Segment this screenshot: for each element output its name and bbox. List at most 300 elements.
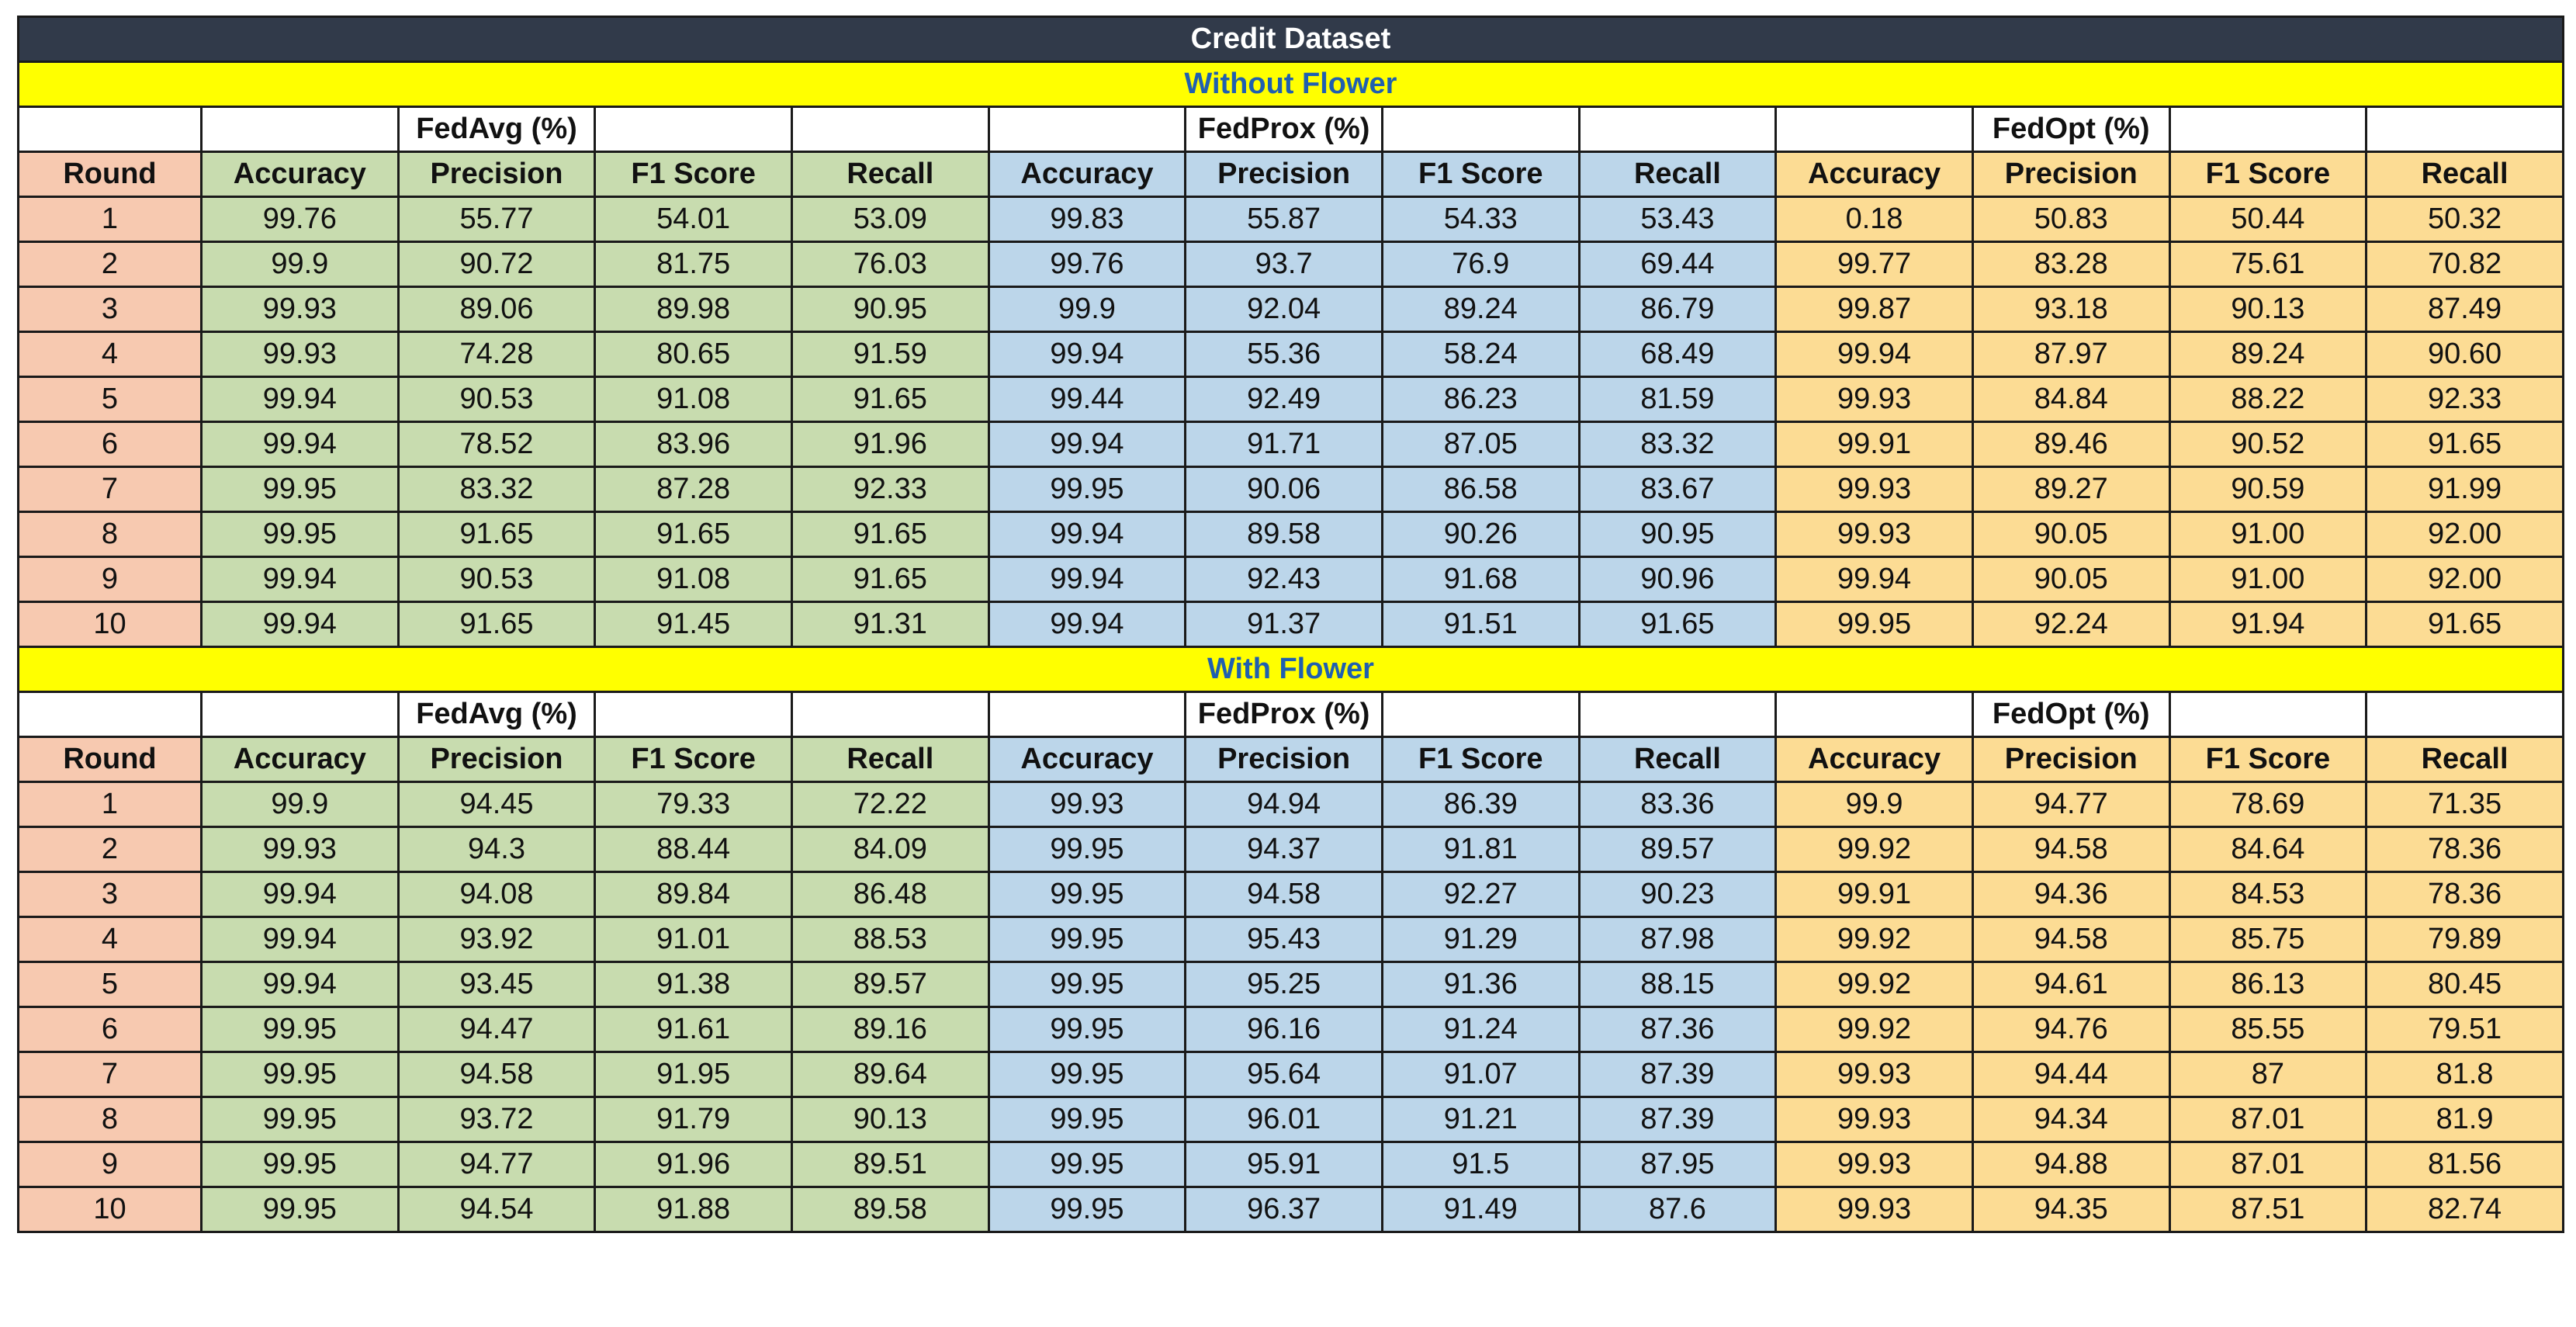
column-header: Round <box>19 152 202 197</box>
round-cell: 1 <box>19 782 202 827</box>
column-header: Recall <box>2367 737 2564 782</box>
column-header: Recall <box>791 737 989 782</box>
metric-cell: 86.79 <box>1579 287 1776 332</box>
metric-cell: 91.81 <box>1382 827 1579 872</box>
metric-cell: 99.76 <box>989 242 1186 287</box>
blank-cell <box>2367 107 2564 152</box>
metric-cell: 96.16 <box>1186 1007 1383 1052</box>
metric-cell: 94.94 <box>1186 782 1383 827</box>
table-row <box>19 1142 2564 1187</box>
metric-cell: 99.92 <box>1776 917 1973 962</box>
metric-cell: 91.68 <box>1382 557 1579 602</box>
metric-cell: 99.44 <box>989 377 1186 422</box>
metric-cell: 99.9 <box>1776 782 1973 827</box>
metric-cell: 85.55 <box>2169 1007 2367 1052</box>
metric-cell: 90.72 <box>398 242 595 287</box>
round-cell: 2 <box>19 827 202 872</box>
metric-cell: 99.94 <box>202 917 399 962</box>
metric-cell: 91.08 <box>595 557 792 602</box>
metric-cell: 81.56 <box>2367 1142 2564 1187</box>
metric-cell: 99.93 <box>1776 1097 1973 1142</box>
metric-cell: 91.5 <box>1382 1142 1579 1187</box>
metric-cell: 76.9 <box>1382 242 1579 287</box>
blank-cell <box>1776 107 1973 152</box>
metric-cell: 85.75 <box>2169 917 2367 962</box>
metric-cell: 92.00 <box>2367 512 2564 557</box>
round-cell: 5 <box>19 962 202 1007</box>
metric-cell: 99.94 <box>989 602 1186 647</box>
column-header: F1 Score <box>595 152 792 197</box>
metric-cell: 95.43 <box>1186 917 1383 962</box>
round-cell: 6 <box>19 1007 202 1052</box>
metric-cell: 88.44 <box>595 827 792 872</box>
metric-cell: 91.21 <box>1382 1097 1579 1142</box>
metric-cell: 99.94 <box>1776 332 1973 377</box>
metric-cell: 99.94 <box>202 422 399 467</box>
metric-cell: 99.95 <box>989 872 1186 917</box>
metric-cell: 91.29 <box>1382 917 1579 962</box>
table-row <box>19 332 2564 377</box>
blank-cell <box>1382 692 1579 737</box>
column-header: Precision <box>1186 152 1383 197</box>
metric-cell: 79.51 <box>2367 1007 2564 1052</box>
table-row <box>19 377 2564 422</box>
group-label: FedProx (%) <box>1186 107 1383 152</box>
metric-cell: 99.94 <box>989 557 1186 602</box>
metric-cell: 91.88 <box>595 1187 792 1232</box>
metric-cell: 54.01 <box>595 197 792 242</box>
metric-cell: 99.93 <box>1776 1187 1973 1232</box>
metric-cell: 50.32 <box>2367 197 2564 242</box>
metric-cell: 99.95 <box>989 1007 1186 1052</box>
metric-cell: 87.36 <box>1579 1007 1776 1052</box>
metric-cell: 88.53 <box>791 917 989 962</box>
metric-cell: 89.46 <box>1972 422 2169 467</box>
metric-cell: 91.65 <box>1579 602 1776 647</box>
metric-cell: 94.58 <box>1972 917 2169 962</box>
metric-cell: 94.34 <box>1972 1097 2169 1142</box>
metric-cell: 87.6 <box>1579 1187 1776 1232</box>
metric-cell: 54.33 <box>1382 197 1579 242</box>
metric-cell: 87.98 <box>1579 917 1776 962</box>
column-header: Accuracy <box>202 152 399 197</box>
blank-cell <box>19 107 202 152</box>
metric-cell: 90.13 <box>2169 287 2367 332</box>
metric-cell: 95.91 <box>1186 1142 1383 1187</box>
metric-cell: 83.32 <box>398 467 595 512</box>
metric-cell: 91.94 <box>2169 602 2367 647</box>
section-row <box>19 647 2564 692</box>
table-row <box>19 782 2564 827</box>
metric-cell: 91.65 <box>791 377 989 422</box>
round-cell: 2 <box>19 242 202 287</box>
round-cell: 10 <box>19 1187 202 1232</box>
metric-cell: 96.01 <box>1186 1097 1383 1142</box>
metric-cell: 90.52 <box>2169 422 2367 467</box>
column-header: Recall <box>1579 152 1776 197</box>
metric-cell: 99.92 <box>1776 962 1973 1007</box>
metric-cell: 99.94 <box>989 512 1186 557</box>
metric-cell: 93.72 <box>398 1097 595 1142</box>
metric-cell: 99.95 <box>202 467 399 512</box>
metric-cell: 74.28 <box>398 332 595 377</box>
metric-cell: 99.95 <box>202 1007 399 1052</box>
metric-cell: 92.24 <box>1972 602 2169 647</box>
metric-cell: 99.91 <box>1776 872 1973 917</box>
column-header: Accuracy <box>202 737 399 782</box>
metric-cell: 94.45 <box>398 782 595 827</box>
metric-cell: 93.92 <box>398 917 595 962</box>
metric-cell: 94.77 <box>398 1142 595 1187</box>
metric-cell: 87.01 <box>2169 1142 2367 1187</box>
metric-cell: 91.71 <box>1186 422 1383 467</box>
metric-cell: 99.94 <box>989 332 1186 377</box>
column-header: F1 Score <box>2169 152 2367 197</box>
metric-cell: 99.95 <box>989 1097 1186 1142</box>
table-row <box>19 1052 2564 1097</box>
metric-cell: 91.65 <box>791 512 989 557</box>
metric-cell: 94.58 <box>398 1052 595 1097</box>
metric-cell: 94.3 <box>398 827 595 872</box>
metric-cell: 99.93 <box>989 782 1186 827</box>
metric-cell: 91.79 <box>595 1097 792 1142</box>
metric-cell: 92.27 <box>1382 872 1579 917</box>
metric-cell: 76.03 <box>791 242 989 287</box>
blank-cell <box>595 107 792 152</box>
metric-cell: 83.36 <box>1579 782 1776 827</box>
metric-cell: 50.83 <box>1972 197 2169 242</box>
metric-cell: 91.00 <box>2169 512 2367 557</box>
round-cell: 8 <box>19 512 202 557</box>
metric-cell: 91.65 <box>2367 602 2564 647</box>
metric-cell: 99.94 <box>202 602 399 647</box>
round-cell: 4 <box>19 332 202 377</box>
column-header: F1 Score <box>2169 737 2367 782</box>
metric-cell: 99.77 <box>1776 242 1973 287</box>
round-cell: 10 <box>19 602 202 647</box>
metric-cell: 93.18 <box>1972 287 2169 332</box>
table-row <box>19 467 2564 512</box>
metric-cell: 92.33 <box>791 467 989 512</box>
metric-cell: 91.65 <box>595 512 792 557</box>
metric-cell: 93.7 <box>1186 242 1383 287</box>
metric-cell: 91.00 <box>2169 557 2367 602</box>
metric-cell: 88.15 <box>1579 962 1776 1007</box>
metric-cell: 93.45 <box>398 962 595 1007</box>
metric-cell: 50.44 <box>2169 197 2367 242</box>
group-label: FedOpt (%) <box>1972 692 2169 737</box>
table-row <box>19 602 2564 647</box>
column-header-row <box>19 737 2564 782</box>
metric-cell: 82.74 <box>2367 1187 2564 1232</box>
metric-cell: 89.24 <box>2169 332 2367 377</box>
metric-cell: 86.39 <box>1382 782 1579 827</box>
metric-cell: 94.08 <box>398 872 595 917</box>
metric-cell: 55.87 <box>1186 197 1383 242</box>
table-row <box>19 1097 2564 1142</box>
round-cell: 6 <box>19 422 202 467</box>
metric-cell: 90.60 <box>2367 332 2564 377</box>
table-row <box>19 962 2564 1007</box>
column-header: Precision <box>1186 737 1383 782</box>
blank-cell <box>2169 692 2367 737</box>
results-table-container <box>17 16 2562 1233</box>
metric-cell: 94.44 <box>1972 1052 2169 1097</box>
blank-cell <box>19 692 202 737</box>
metric-cell: 99.93 <box>1776 377 1973 422</box>
metric-cell: 86.48 <box>791 872 989 917</box>
metric-cell: 99.95 <box>202 1097 399 1142</box>
table-row <box>19 872 2564 917</box>
metric-cell: 99.92 <box>1776 827 1973 872</box>
metric-cell: 94.36 <box>1972 872 2169 917</box>
metric-cell: 84.09 <box>791 827 989 872</box>
metric-cell: 91.99 <box>2367 467 2564 512</box>
metric-cell: 94.58 <box>1186 872 1383 917</box>
metric-cell: 58.24 <box>1382 332 1579 377</box>
metric-cell: 79.89 <box>2367 917 2564 962</box>
metric-cell: 89.98 <box>595 287 792 332</box>
metric-cell: 92.33 <box>2367 377 2564 422</box>
metric-cell: 99.91 <box>1776 422 1973 467</box>
metric-cell: 94.61 <box>1972 962 2169 1007</box>
metric-cell: 99.95 <box>202 1052 399 1097</box>
column-header: Accuracy <box>989 152 1186 197</box>
metric-cell: 55.77 <box>398 197 595 242</box>
metric-cell: 91.37 <box>1186 602 1383 647</box>
metric-cell: 81.8 <box>2367 1052 2564 1097</box>
column-header: F1 Score <box>1382 152 1579 197</box>
metric-cell: 86.58 <box>1382 467 1579 512</box>
metric-cell: 53.09 <box>791 197 989 242</box>
metric-cell: 99.87 <box>1776 287 1973 332</box>
metric-cell: 90.95 <box>791 287 989 332</box>
metric-cell: 92.49 <box>1186 377 1383 422</box>
group-label: FedProx (%) <box>1186 692 1383 737</box>
metric-cell: 84.64 <box>2169 827 2367 872</box>
metric-cell: 99.94 <box>1776 557 1973 602</box>
metric-cell: 96.37 <box>1186 1187 1383 1232</box>
metric-cell: 90.05 <box>1972 557 2169 602</box>
metric-cell: 90.95 <box>1579 512 1776 557</box>
round-cell: 9 <box>19 557 202 602</box>
metric-cell: 89.51 <box>791 1142 989 1187</box>
blank-cell <box>1382 107 1579 152</box>
metric-cell: 91.38 <box>595 962 792 1007</box>
metric-cell: 89.57 <box>791 962 989 1007</box>
table-row <box>19 197 2564 242</box>
metric-cell: 89.16 <box>791 1007 989 1052</box>
metric-cell: 94.47 <box>398 1007 595 1052</box>
group-label: FedOpt (%) <box>1972 107 2169 152</box>
metric-cell: 91.96 <box>791 422 989 467</box>
metric-cell: 80.65 <box>595 332 792 377</box>
metric-cell: 99.95 <box>989 1142 1186 1187</box>
metric-cell: 91.96 <box>595 1142 792 1187</box>
metric-cell: 87.28 <box>595 467 792 512</box>
metric-cell: 99.9 <box>202 242 399 287</box>
metric-cell: 72.22 <box>791 782 989 827</box>
column-header: Precision <box>1972 152 2169 197</box>
metric-cell: 89.84 <box>595 872 792 917</box>
round-cell: 1 <box>19 197 202 242</box>
round-cell: 4 <box>19 917 202 962</box>
metric-cell: 81.75 <box>595 242 792 287</box>
metric-cell: 99.93 <box>202 332 399 377</box>
metric-cell: 90.05 <box>1972 512 2169 557</box>
metric-cell: 89.58 <box>1186 512 1383 557</box>
metric-cell: 90.53 <box>398 377 595 422</box>
metric-cell: 91.01 <box>595 917 792 962</box>
metric-cell: 99.76 <box>202 197 399 242</box>
round-cell: 7 <box>19 467 202 512</box>
round-cell: 9 <box>19 1142 202 1187</box>
metric-cell: 99.95 <box>202 512 399 557</box>
metric-cell: 99.93 <box>202 287 399 332</box>
metric-cell: 92.00 <box>2367 557 2564 602</box>
metric-cell: 91.24 <box>1382 1007 1579 1052</box>
metric-cell: 94.58 <box>1972 827 2169 872</box>
column-header: F1 Score <box>1382 737 1579 782</box>
metric-cell: 91.07 <box>1382 1052 1579 1097</box>
group-header-row <box>19 107 2564 152</box>
blank-cell <box>791 692 989 737</box>
metric-cell: 71.35 <box>2367 782 2564 827</box>
metric-cell: 99.93 <box>1776 467 1973 512</box>
metric-cell: 91.59 <box>791 332 989 377</box>
metric-cell: 55.36 <box>1186 332 1383 377</box>
metric-cell: 99.95 <box>202 1142 399 1187</box>
metric-cell: 91.31 <box>791 602 989 647</box>
round-cell: 8 <box>19 1097 202 1142</box>
metric-cell: 86.13 <box>2169 962 2367 1007</box>
column-header: Accuracy <box>1776 737 1973 782</box>
metric-cell: 78.36 <box>2367 872 2564 917</box>
metric-cell: 87.49 <box>2367 287 2564 332</box>
metric-cell: 81.59 <box>1579 377 1776 422</box>
round-cell: 3 <box>19 872 202 917</box>
metric-cell: 83.67 <box>1579 467 1776 512</box>
metric-cell: 78.52 <box>398 422 595 467</box>
metric-cell: 99.94 <box>202 377 399 422</box>
metric-cell: 70.82 <box>2367 242 2564 287</box>
metric-cell: 99.95 <box>989 467 1186 512</box>
column-header-row <box>19 152 2564 197</box>
section-label: With Flower <box>19 647 2564 692</box>
metric-cell: 83.32 <box>1579 422 1776 467</box>
metric-cell: 87.05 <box>1382 422 1579 467</box>
metric-cell: 89.27 <box>1972 467 2169 512</box>
metric-cell: 95.64 <box>1186 1052 1383 1097</box>
table-row <box>19 242 2564 287</box>
metric-cell: 99.93 <box>1776 1142 1973 1187</box>
metric-cell: 90.13 <box>791 1097 989 1142</box>
metric-cell: 99.95 <box>202 1187 399 1232</box>
metric-cell: 99.93 <box>202 827 399 872</box>
metric-cell: 89.24 <box>1382 287 1579 332</box>
metric-cell: 99.95 <box>989 962 1186 1007</box>
metric-cell: 89.06 <box>398 287 595 332</box>
credit-dataset-table <box>17 16 2564 1233</box>
group-label: FedAvg (%) <box>398 107 595 152</box>
metric-cell: 99.95 <box>1776 602 1973 647</box>
metric-cell: 99.95 <box>989 917 1186 962</box>
metric-cell: 53.43 <box>1579 197 1776 242</box>
title-row <box>19 17 2564 62</box>
column-header: Precision <box>1972 737 2169 782</box>
metric-cell: 79.33 <box>595 782 792 827</box>
metric-cell: 94.37 <box>1186 827 1383 872</box>
blank-cell <box>1776 692 1973 737</box>
metric-cell: 89.58 <box>791 1187 989 1232</box>
column-header: Recall <box>2367 152 2564 197</box>
round-cell: 5 <box>19 377 202 422</box>
metric-cell: 99.93 <box>1776 512 1973 557</box>
metric-cell: 75.61 <box>2169 242 2367 287</box>
metric-cell: 91.49 <box>1382 1187 1579 1232</box>
table-row <box>19 422 2564 467</box>
metric-cell: 68.49 <box>1579 332 1776 377</box>
group-label: FedAvg (%) <box>398 692 595 737</box>
metric-cell: 91.65 <box>398 512 595 557</box>
metric-cell: 86.23 <box>1382 377 1579 422</box>
metric-cell: 99.95 <box>989 827 1186 872</box>
table-row <box>19 287 2564 332</box>
section-label: Without Flower <box>19 62 2564 107</box>
table-row <box>19 557 2564 602</box>
round-cell: 7 <box>19 1052 202 1097</box>
metric-cell: 99.9 <box>202 782 399 827</box>
table-title: Credit Dataset <box>19 17 2564 62</box>
metric-cell: 87 <box>2169 1052 2367 1097</box>
blank-cell <box>989 107 1186 152</box>
column-header: Precision <box>398 152 595 197</box>
metric-cell: 91.65 <box>2367 422 2564 467</box>
metric-cell: 90.26 <box>1382 512 1579 557</box>
metric-cell: 92.43 <box>1186 557 1383 602</box>
metric-cell: 81.9 <box>2367 1097 2564 1142</box>
metric-cell: 89.64 <box>791 1052 989 1097</box>
metric-cell: 99.83 <box>989 197 1186 242</box>
metric-cell: 92.04 <box>1186 287 1383 332</box>
metric-cell: 83.96 <box>595 422 792 467</box>
metric-cell: 99.94 <box>202 962 399 1007</box>
blank-cell <box>989 692 1186 737</box>
metric-cell: 84.84 <box>1972 377 2169 422</box>
metric-cell: 94.54 <box>398 1187 595 1232</box>
metric-cell: 87.39 <box>1579 1097 1776 1142</box>
blank-cell <box>202 692 399 737</box>
metric-cell: 90.06 <box>1186 467 1383 512</box>
metric-cell: 0.18 <box>1776 197 1973 242</box>
metric-cell: 84.53 <box>2169 872 2367 917</box>
metric-cell: 91.36 <box>1382 962 1579 1007</box>
metric-cell: 87.97 <box>1972 332 2169 377</box>
metric-cell: 89.57 <box>1579 827 1776 872</box>
section-row <box>19 62 2564 107</box>
metric-cell: 99.94 <box>989 422 1186 467</box>
metric-cell: 94.77 <box>1972 782 2169 827</box>
metric-cell: 87.01 <box>2169 1097 2367 1142</box>
metric-cell: 99.9 <box>989 287 1186 332</box>
metric-cell: 90.23 <box>1579 872 1776 917</box>
metric-cell: 99.92 <box>1776 1007 1973 1052</box>
group-header-row <box>19 692 2564 737</box>
metric-cell: 94.88 <box>1972 1142 2169 1187</box>
column-header: Recall <box>791 152 989 197</box>
metric-cell: 83.28 <box>1972 242 2169 287</box>
metric-cell: 99.94 <box>202 872 399 917</box>
